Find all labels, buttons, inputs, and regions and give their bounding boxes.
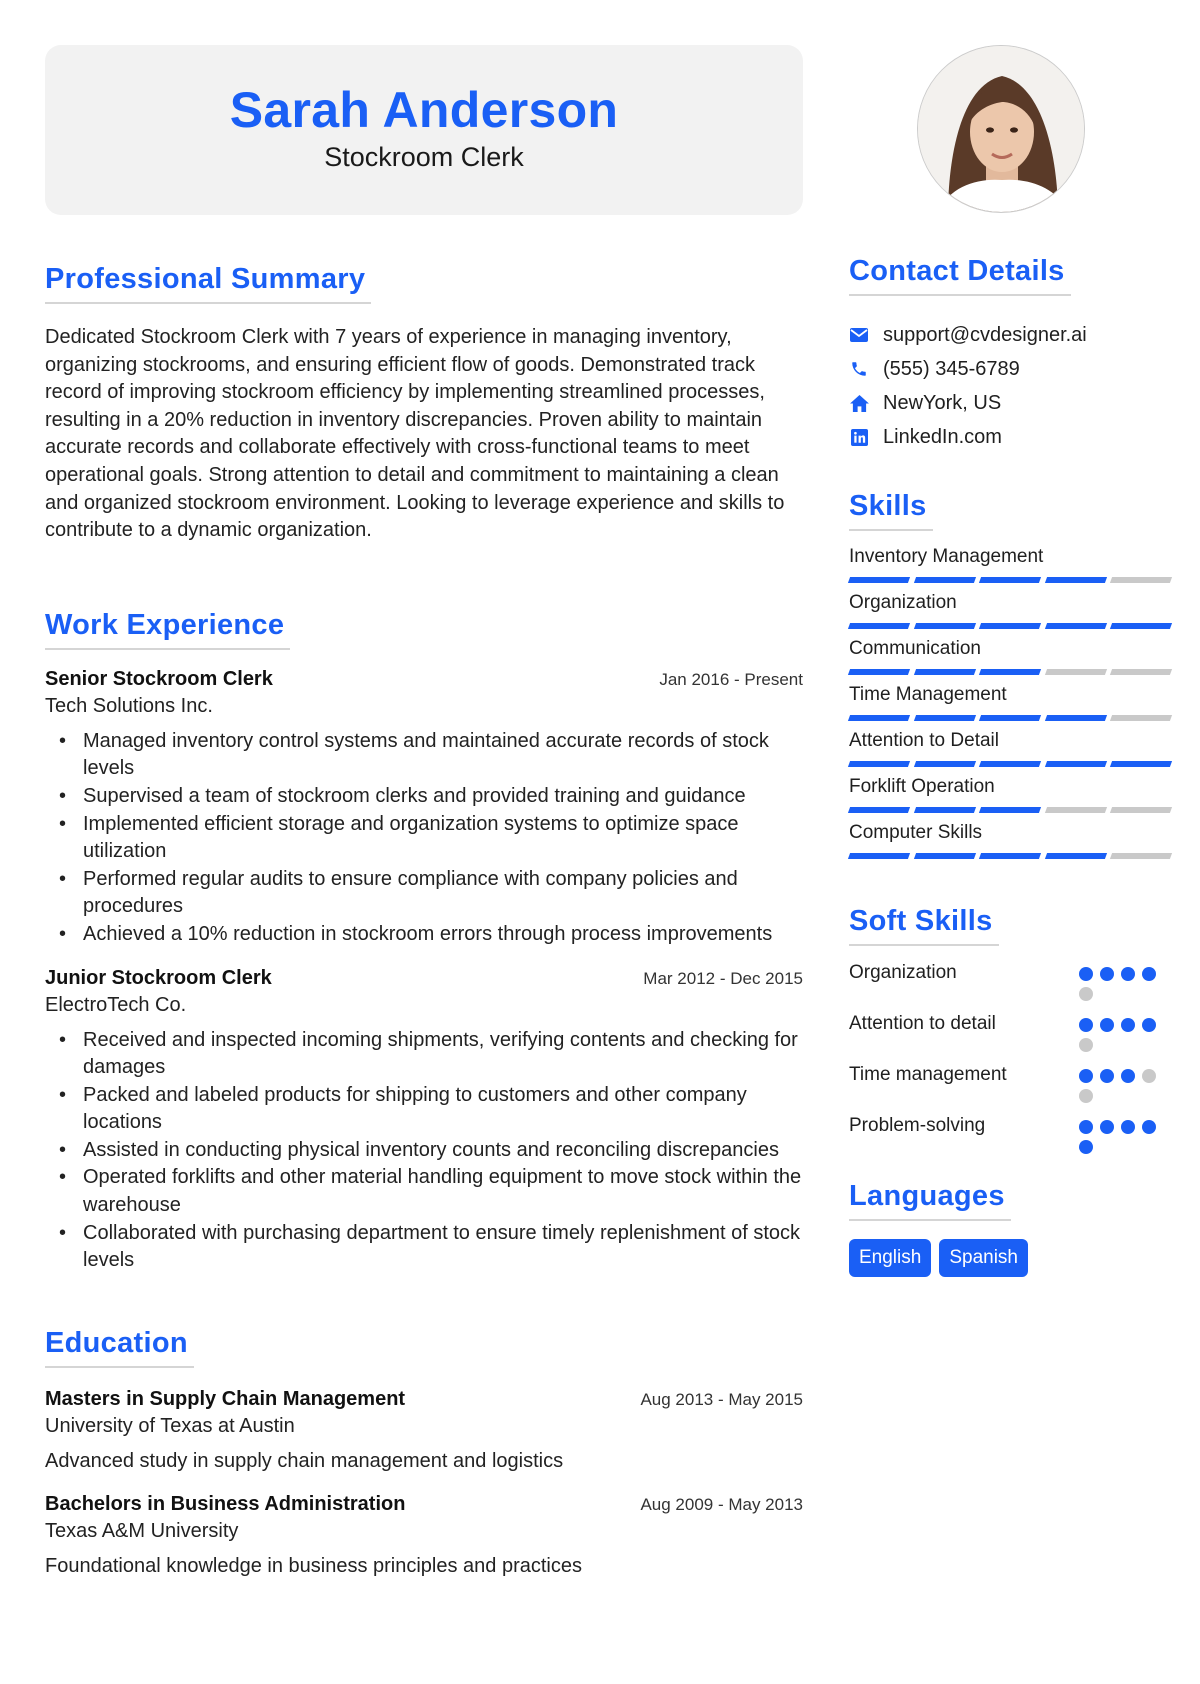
job-bullet: • Collaborated with purchasing department to ensure timely replenishment of stock levels [45,1220,803,1275]
education-section [45,1327,803,1578]
rating-dot [1142,1120,1156,1134]
skill-level-segment [1110,807,1172,813]
rating-dot [1100,1120,1114,1134]
languages-heading: Languages [849,1180,1011,1221]
skill-level-segment [979,853,1041,859]
degree: Masters in Supply Chain Management [45,1387,406,1410]
rating-dot [1079,967,1093,981]
contact-email[interactable] [849,318,1179,352]
skill-item [849,591,1179,629]
rating-dot [1079,1069,1093,1083]
job-bullet: • Managed inventory control systems and maintained accurate records of stock levels [45,728,803,783]
degree: Bachelors in Business Administration [45,1492,406,1515]
skill-level-segment [914,807,976,813]
skill-level-bar [849,807,1171,813]
rating-dot [1121,1120,1135,1134]
summary-text: Dedicated Stockroom Clerk with 7 years of experience in managing inventory, organizing stockrooms, and ensuring efficient flow of goods. Demonstrated track record of improving stockroom efficiency by implementing streamlined processes, resulting in a 20% reduction in inventory discrepancies. Proven ability to maintain accurate records and collaborate effectively with cross-functional teams to meet operational goals. Strong attention to detail and commitment to maintaining a clean and organized stockroom environment. Looking to leverage experience and skills to contribute to a dynamic organization. [45,326,785,542]
candidate-name: Sarah Anderson [229,82,619,138]
job-date: Jan 2016 - Present [659,669,803,689]
skill-level-segment [1110,623,1172,629]
rating-dot [1079,1018,1093,1032]
skill-item [849,821,1179,859]
skill-name: Inventory Management [849,546,1044,567]
job-company: Tech Solutions Inc. [45,694,213,717]
contact-linkedin[interactable] [849,420,1179,454]
skill-level-segment [848,577,910,583]
skills-section [849,490,1179,859]
rating-dot [1121,1069,1135,1083]
education-date: Aug 2009 - May 2013 [640,1494,803,1514]
soft-skill-name: Time management [849,1064,1007,1085]
skill-level-segment [914,761,976,767]
job-bullets [45,728,803,949]
skill-level-segment [848,853,910,859]
skill-item [849,683,1179,721]
skill-level-segment [914,669,976,675]
skill-level-segment [979,623,1041,629]
skills-heading: Skills [849,490,933,531]
language-badge: English [849,1239,931,1277]
skill-level-segment [848,761,910,767]
job-date: Mar 2012 - Dec 2015 [643,968,803,988]
portrait-illustration [918,46,1085,213]
job-bullet: • Operated forklifts and other material handling equipment to move stock within the warehouse [45,1164,803,1219]
home-icon [849,393,869,413]
rating-dot [1121,1018,1135,1032]
summary-section [45,263,803,545]
contact-linkedin-text: LinkedIn.com [883,425,1002,448]
job-bullet: • Packed and labeled products for shipping to customers and other company locations [45,1082,803,1137]
soft-skill-item [849,960,1179,1001]
skill-level-bar [849,577,1171,583]
skill-level-segment [848,669,910,675]
skill-level-segment [1045,715,1107,721]
skill-level-segment [1110,853,1172,859]
skill-level-segment [914,577,976,583]
skill-level-bar [849,853,1171,859]
job-bullet: • Assisted in conducting physical inventory counts and reconciling discrepancies [45,1137,803,1165]
contact-location-text: NewYork, US [883,391,1002,414]
languages-section [849,1180,1179,1277]
soft-skill-rating [1079,1011,1161,1052]
skill-name: Computer Skills [849,822,983,843]
skill-level-segment [1110,761,1172,767]
soft-skill-rating [1079,1062,1161,1103]
rating-dot [1079,1140,1093,1154]
soft-skill-rating [1079,960,1161,1001]
school: Texas A&M University [45,1519,239,1542]
envelope-icon [849,325,869,345]
skill-level-segment [1045,761,1107,767]
skill-level-segment [914,853,976,859]
rating-dot [1079,1038,1093,1052]
skill-level-segment [1045,807,1107,813]
soft-skill-item [849,1011,1179,1052]
skill-name: Organization [849,592,957,613]
rating-dot [1142,1069,1156,1083]
job-entry [45,967,803,1275]
job-bullet: • Implemented efficient storage and organization systems to optimize space utilization [45,811,803,866]
job-bullets [45,1027,803,1275]
contact-heading: Contact Details [849,255,1071,296]
skill-item [849,775,1179,813]
skill-level-segment [979,761,1041,767]
skill-level-segment [979,577,1041,583]
work-section [45,609,803,1275]
skill-level-segment [848,807,910,813]
job-bullet: • Received and inspected incoming shipments, verifying contents and checking for damages [45,1027,803,1082]
job-bullet: • Supervised a team of stockroom clerks and provided training and guidance [45,783,803,811]
skill-item [849,637,1179,675]
rating-dot [1121,967,1135,981]
soft-skills-section [849,905,1179,1154]
job-company: ElectroTech Co. [45,993,187,1016]
contact-phone-text: (555) 345-6789 [883,357,1020,380]
skill-level-segment [1110,715,1172,721]
skill-level-segment [848,715,910,721]
profile-photo [917,45,1085,213]
skill-level-segment [979,807,1041,813]
rating-dot [1100,1069,1114,1083]
soft-skill-item [849,1113,1179,1154]
rating-dot [1079,1120,1093,1134]
rating-dot [1142,967,1156,981]
job-bullet: • Achieved a 10% reduction in stockroom errors through process improvements [45,921,803,949]
education-description: Foundational knowledge in business principles and practices [45,1554,582,1577]
language-badge: Spanish [939,1239,1028,1277]
skill-level-segment [914,623,976,629]
soft-skill-rating [1079,1113,1161,1154]
sidebar [849,45,1179,1277]
skill-level-segment [1045,853,1107,859]
skill-item [849,729,1179,767]
soft-skill-name: Problem-solving [849,1115,986,1136]
skill-name: Attention to Detail [849,730,999,751]
skill-level-segment [1110,577,1172,583]
job-role: Senior Stockroom Clerk [45,667,273,690]
skill-name: Forklift Operation [849,776,995,797]
education-entry [45,1493,803,1578]
contact-email-text: support@cvdesigner.ai [883,323,1087,346]
school: University of Texas at Austin [45,1414,295,1437]
rating-dot [1142,1018,1156,1032]
skill-level-bar [849,623,1171,629]
soft-skill-name: Attention to detail [849,1013,996,1034]
main-column [45,45,803,1578]
skill-level-segment [979,715,1041,721]
soft-skill-item [849,1062,1179,1103]
candidate-title: Stockroom Clerk [324,142,524,172]
rating-dot [1079,987,1093,1001]
skill-level-bar [849,669,1171,675]
education-date: Aug 2013 - May 2015 [640,1389,803,1409]
soft-skill-name: Organization [849,962,957,983]
phone-icon [849,359,869,379]
skill-level-bar [849,761,1171,767]
education-heading: Education [45,1327,194,1368]
education-entry [45,1388,803,1473]
skill-level-segment [914,715,976,721]
contact-phone[interactable] [849,352,1179,386]
work-heading: Work Experience [45,609,290,650]
skill-level-segment [1045,623,1107,629]
skill-level-segment [848,623,910,629]
skill-item [849,545,1179,583]
job-entry [45,668,803,949]
rating-dot [1100,1018,1114,1032]
contact-section [849,255,1179,454]
summary-heading: Professional Summary [45,263,371,304]
header [45,45,803,215]
education-description: Advanced study in supply chain management and logistics [45,1449,564,1472]
job-role: Junior Stockroom Clerk [45,966,272,989]
job-bullet: • Performed regular audits to ensure compliance with company policies and procedures [45,866,803,921]
rating-dot [1100,967,1114,981]
linkedin-icon [849,427,869,447]
skill-level-segment [1045,577,1107,583]
soft-skills-heading: Soft Skills [849,905,999,946]
contact-location [849,386,1179,420]
skill-name: Communication [849,638,981,659]
skill-level-segment [979,669,1041,675]
skill-level-segment [1110,669,1172,675]
skill-level-segment [1045,669,1107,675]
skill-level-bar [849,715,1171,721]
skill-name: Time Management [849,684,1007,705]
rating-dot [1079,1089,1093,1103]
